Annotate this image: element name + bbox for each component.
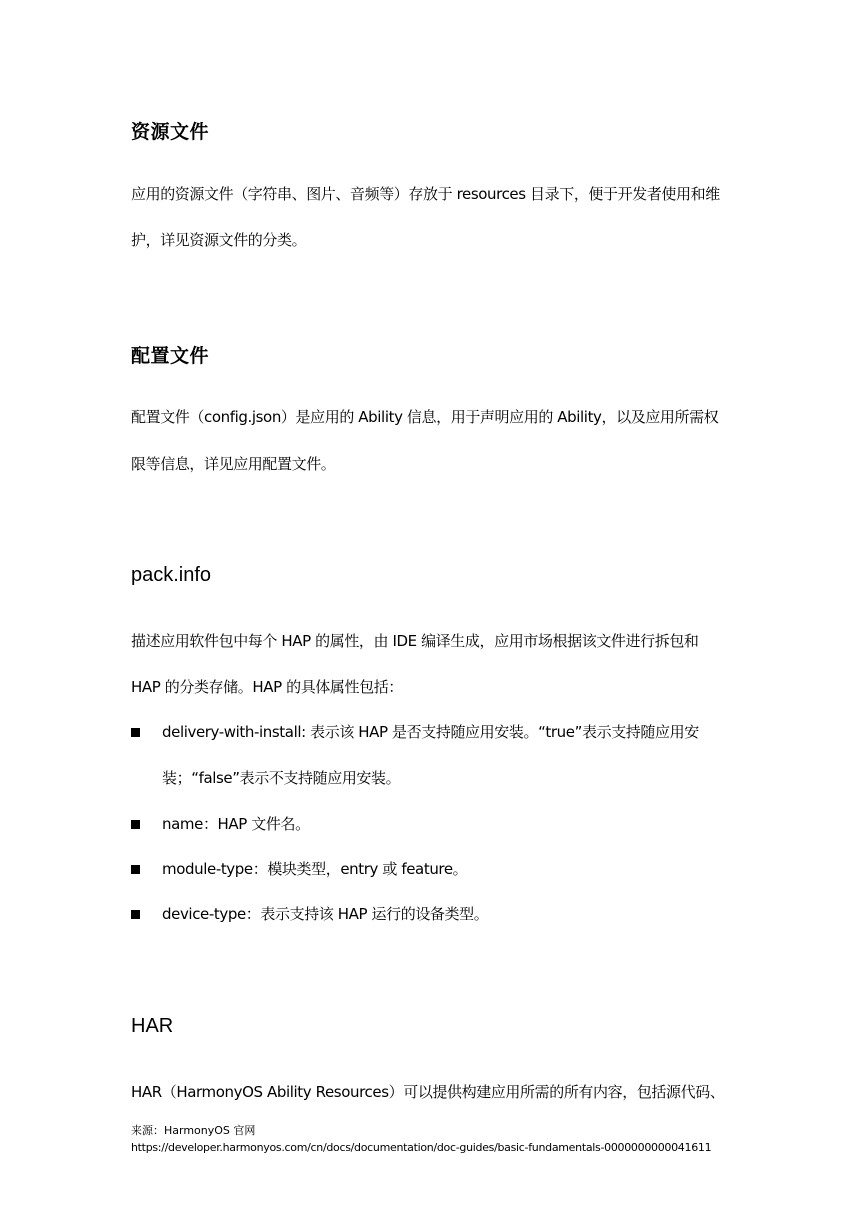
config-paragraph-line-2: 限等信息，详见应用配置文件。 xyxy=(131,455,336,473)
resources-paragraph-line-2: 护，详见资源文件的分类。 xyxy=(131,231,307,249)
section-title-har: HAR xyxy=(131,1015,174,1037)
bullet-marker xyxy=(131,820,140,829)
bullet-marker xyxy=(131,910,140,919)
bullet-delivery-line-2: 装；“false”表示不支持随应用安装。 xyxy=(162,769,401,787)
bullet-marker xyxy=(131,728,140,737)
section-title-config: 配置文件 xyxy=(131,345,210,367)
section-title-resources: 资源文件 xyxy=(131,121,210,143)
packinfo-paragraph-line-2: HAP 的分类存储。HAP 的具体属性包括： xyxy=(131,678,403,696)
bullet-module-type: module-type：模块类型，entry 或 feature。 xyxy=(162,860,468,878)
packinfo-paragraph-line-1: 描述应用软件包中每个 HAP 的属性，由 IDE 编译生成，应用市场根据该文件进行拆包和 xyxy=(131,632,699,650)
footer-url[interactable]: https://developer.harmonyos.com/cn/docs/documentation/doc-guides/basic-fundamentals-0000000000041611 xyxy=(131,1141,712,1154)
resources-paragraph-line-1: 应用的资源文件（字符串、图片、音频等）存放于 resources 目录下，便于开发者使用和维 xyxy=(131,185,720,203)
bullet-marker xyxy=(131,865,140,874)
section-title-packinfo: pack.info xyxy=(131,564,212,586)
bullet-device-type: device-type：表示支持该 HAP 运行的设备类型。 xyxy=(162,905,489,923)
har-paragraph-line-1: HAR（HarmonyOS Ability Resources）可以提供构建应用所需的所有内容，包括源代码、 xyxy=(131,1083,725,1101)
footer-source: 来源：HarmonyOS 官网 xyxy=(131,1124,256,1137)
bullet-name: name：HAP 文件名。 xyxy=(162,815,310,833)
config-paragraph-line-1: 配置文件（config.json）是应用的 Ability 信息，用于声明应用的 Ability，以及应用所需权 xyxy=(131,408,719,426)
bullet-delivery-line-1: delivery-with-install: 表示该 HAP 是否支持随应用安装。“true”表示支持随应用安 xyxy=(162,723,699,741)
